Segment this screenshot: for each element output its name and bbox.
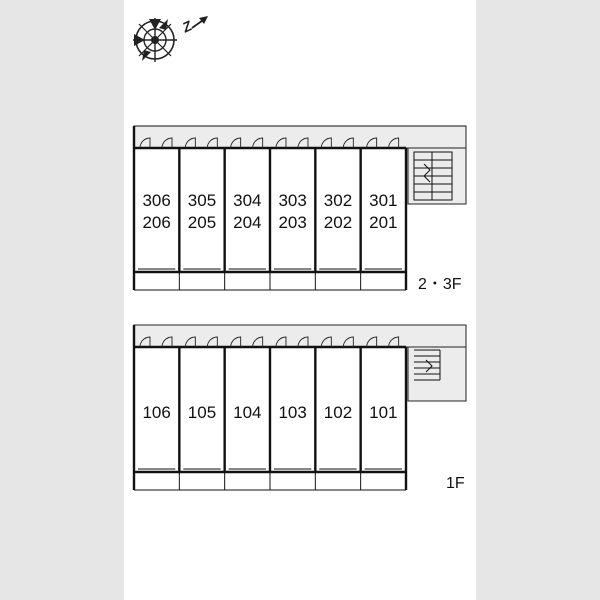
unit-number-label: 303	[278, 191, 307, 210]
staircase-icon	[408, 347, 466, 401]
unit-number-label: 105	[187, 403, 217, 422]
unit-number-label: 205	[187, 213, 217, 232]
unit-302	[315, 138, 356, 290]
unit-number-label: 304	[233, 191, 262, 210]
unit-number-label: 201	[369, 213, 398, 232]
unit-306	[134, 138, 175, 290]
unit-106	[134, 337, 175, 490]
corridor	[134, 126, 466, 148]
unit-number-label: 301	[369, 191, 398, 210]
unit-number-label: 206	[142, 213, 171, 232]
unit-number-label: 306	[142, 191, 171, 210]
north-arrow	[192, 16, 208, 28]
floor-plan-2-3f	[134, 126, 466, 290]
unit-303	[270, 138, 311, 290]
unit-305	[179, 138, 220, 290]
unit-104	[225, 337, 266, 490]
unit-304	[225, 138, 266, 290]
floor-plan-diagram	[124, 0, 476, 600]
unit-number-label: 104	[233, 403, 262, 422]
floor-plan-sheet	[124, 0, 476, 600]
unit-number-label: 102	[323, 403, 353, 422]
unit-number-label: 106	[142, 403, 171, 422]
floor-label-2-3f: 2・3F	[418, 276, 462, 293]
corridor	[134, 325, 466, 347]
unit-number-label: 305	[187, 191, 217, 210]
compass-north-label: Z	[179, 17, 195, 36]
unit-105	[179, 337, 220, 490]
unit-101	[361, 337, 402, 490]
unit-number-label: 204	[233, 213, 262, 232]
staircase-icon	[408, 148, 466, 204]
unit-number-label: 203	[278, 213, 307, 232]
floor-plan-1f	[134, 325, 466, 490]
unit-301	[361, 138, 402, 290]
unit-102	[315, 337, 356, 490]
north-arrow-compass-icon	[133, 18, 177, 62]
floor-label-1f: 1F	[446, 475, 465, 492]
unit-number-label: 202	[323, 213, 353, 232]
unit-number-label: 101	[369, 403, 398, 422]
unit-103	[270, 337, 311, 490]
unit-number-label: 302	[323, 191, 353, 210]
unit-number-label: 103	[278, 403, 307, 422]
